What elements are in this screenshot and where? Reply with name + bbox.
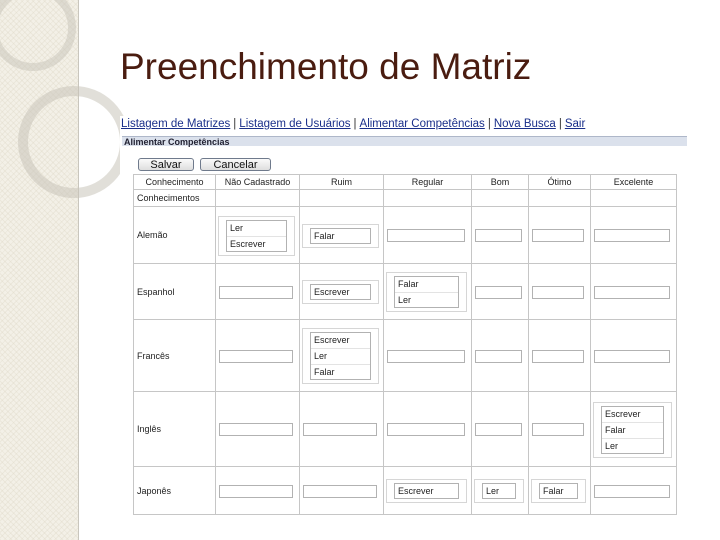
matrix-cell	[591, 264, 677, 320]
skill-item[interactable]: Ler	[311, 349, 370, 365]
matrix-cell	[384, 320, 472, 392]
skill-item[interactable]: Ler	[486, 486, 500, 496]
competency-input-regular[interactable]	[387, 423, 465, 436]
link-listagem-usuarios[interactable]: Listagem de Usuários	[239, 118, 351, 130]
competency-input-excelente[interactable]	[594, 286, 670, 299]
competency-input-nao-cadastrado[interactable]	[219, 350, 293, 363]
skill-item[interactable]: Escrever	[314, 287, 350, 297]
link-alimentar-competencias[interactable]: Alimentar Competências	[359, 118, 485, 130]
language-label: Alemão	[134, 207, 216, 264]
matrix-cell	[472, 392, 529, 467]
skill-list[interactable]	[482, 483, 516, 499]
competency-input-otimo[interactable]	[532, 286, 584, 299]
matrix-cell	[300, 320, 384, 392]
competency-input-nao-cadastrado[interactable]	[219, 423, 293, 436]
language-label: Inglês	[134, 392, 216, 467]
app-screenshot	[120, 116, 690, 516]
competency-input-bom[interactable]	[475, 350, 522, 363]
matrix-cell	[216, 320, 300, 392]
table-row	[134, 467, 677, 515]
competency-input-otimo[interactable]	[532, 229, 584, 242]
skill-list[interactable]	[601, 406, 664, 454]
competency-input-ruim[interactable]	[303, 423, 377, 436]
column-header: Regular	[384, 175, 472, 190]
matrix-cell	[384, 207, 472, 264]
column-header: Ótimo	[529, 175, 591, 190]
skill-item[interactable]: Falar	[395, 277, 458, 293]
column-header: Não Cadastrado	[216, 175, 300, 190]
competency-input-nao-cadastrado[interactable]	[219, 485, 293, 498]
language-label: Espanhol	[134, 264, 216, 320]
table-row	[134, 392, 677, 467]
matrix-cell	[300, 264, 384, 320]
column-header: Excelente	[591, 175, 677, 190]
skill-item[interactable]: Ler	[398, 295, 412, 305]
matrix-cell	[216, 264, 300, 320]
competency-input-regular[interactable]	[387, 229, 465, 242]
skill-item[interactable]: Ler	[227, 221, 286, 237]
competency-input-excelente[interactable]	[594, 350, 670, 363]
matrix-header-row	[134, 175, 677, 190]
language-label: Japonês	[134, 467, 216, 515]
competency-input-bom[interactable]	[475, 286, 522, 299]
matrix-cell	[216, 392, 300, 467]
matrix-cell	[591, 467, 677, 515]
skill-item[interactable]: Escrever	[398, 486, 434, 496]
decorative-background-strip	[0, 0, 78, 540]
link-sair[interactable]: Sair	[564, 118, 586, 130]
skill-item[interactable]: Escrever	[602, 407, 663, 423]
matrix-cell	[529, 392, 591, 467]
matrix-cell	[472, 264, 529, 320]
matrix-cell	[591, 392, 677, 467]
table-row	[134, 190, 677, 207]
matrix-cell	[384, 392, 472, 467]
competency-input-bom[interactable]	[475, 229, 522, 242]
skill-list[interactable]	[394, 483, 459, 499]
skill-list[interactable]	[310, 228, 371, 244]
save-button[interactable]: Salvar	[138, 158, 194, 171]
panel-title: Alimentar Competências	[122, 136, 687, 146]
top-navigation	[121, 118, 585, 130]
nav-separator: |	[233, 118, 237, 130]
skill-list[interactable]	[310, 332, 371, 380]
matrix-cell	[529, 320, 591, 392]
slide-title: Preenchimento de Matriz	[120, 46, 532, 87]
skill-item[interactable]: Ler	[605, 441, 619, 451]
competency-input-bom[interactable]	[475, 423, 522, 436]
matrix-cell	[529, 264, 591, 320]
table-row	[134, 264, 677, 320]
matrix-cell	[300, 467, 384, 515]
matrix-cell	[591, 320, 677, 392]
matrix-cell	[472, 467, 529, 515]
matrix-cell	[591, 207, 677, 264]
skill-item[interactable]: Escrever	[230, 239, 266, 249]
nav-separator: |	[353, 118, 357, 130]
nav-separator: |	[487, 118, 491, 130]
competency-input-excelente[interactable]	[594, 229, 670, 242]
skill-item[interactable]: Falar	[314, 231, 335, 241]
skill-item[interactable]: Falar	[602, 423, 663, 439]
skill-item[interactable]: Falar	[543, 486, 564, 496]
link-listagem-matrizes[interactable]: Listagem de Matrizes	[121, 118, 231, 130]
column-header: Conhecimento	[134, 175, 216, 190]
link-nova-busca[interactable]: Nova Busca	[493, 118, 556, 130]
skill-item[interactable]: Escrever	[311, 333, 370, 349]
cancel-button[interactable]: Cancelar	[200, 158, 271, 171]
matrix-cell	[529, 207, 591, 264]
competency-input-otimo[interactable]	[532, 423, 584, 436]
skill-list[interactable]	[394, 276, 459, 308]
skill-item[interactable]: Falar	[314, 367, 335, 377]
matrix-cell	[300, 392, 384, 467]
skill-list[interactable]	[310, 284, 371, 300]
column-header: Ruim	[300, 175, 384, 190]
competency-input-regular[interactable]	[387, 350, 465, 363]
matrix-cell	[384, 467, 472, 515]
matrix-cell	[216, 467, 300, 515]
skill-list[interactable]	[226, 220, 287, 252]
table-row	[134, 320, 677, 392]
competency-input-excelente[interactable]	[594, 485, 670, 498]
competency-input-ruim[interactable]	[303, 485, 377, 498]
matrix-cell	[216, 207, 300, 264]
matrix-cell	[472, 320, 529, 392]
competency-input-nao-cadastrado[interactable]	[219, 286, 293, 299]
matrix-cell	[300, 207, 384, 264]
column-header: Bom	[472, 175, 529, 190]
row-label: Conhecimentos	[134, 190, 216, 207]
matrix-cell	[529, 467, 591, 515]
nav-separator: |	[558, 118, 562, 130]
skill-list[interactable]	[539, 483, 578, 499]
language-label: Francês	[134, 320, 216, 392]
decorative-divider	[78, 0, 79, 540]
table-row	[134, 207, 677, 264]
decorative-ring	[18, 86, 130, 198]
competency-input-otimo[interactable]	[532, 350, 584, 363]
matrix-cell	[472, 207, 529, 264]
competency-matrix	[133, 174, 677, 515]
matrix-cell	[384, 264, 472, 320]
